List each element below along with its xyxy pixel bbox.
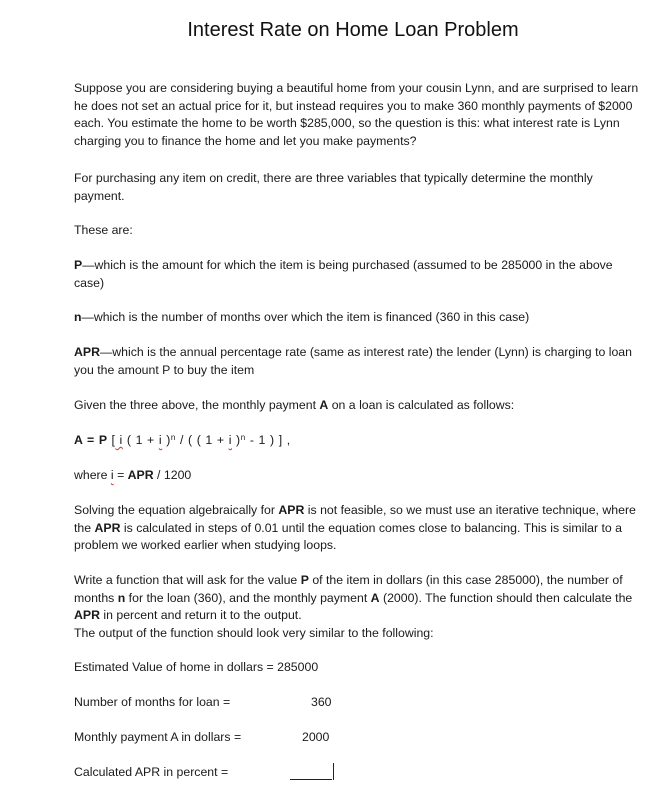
output-payment-label: Monthly payment A in dollars =: [74, 730, 242, 744]
solving-apr-2: APR: [94, 520, 121, 535]
payment-formula: [74, 432, 646, 450]
solving-apr-1: APR: [278, 503, 305, 517]
formula-mid2: / ( ( 1 +: [175, 433, 229, 447]
write-text-2: of the item in dollars (in this case 285000), the number of months: [74, 573, 623, 605]
intro-paragraph: Suppose you are considering buying a beautiful home from your cousin Lynn, and are surprised to learn he does not set an actual price for it, but instead requires you to make 360 monthly payments of $2000 each. You estimate the home to be worth $285,000, so the question is this: what interest rate is Lynn charging you to finance the home and let you make payments?: [74, 81, 639, 148]
formula-mid1: ( 1 +: [122, 433, 159, 447]
credit-paragraph: For purchasing any item on credit, there are three variables that typically determine the monthly payment.: [74, 171, 593, 203]
variable-n-text: —which is the number of months over which the item is financed (360 in this case): [81, 310, 530, 324]
formula-eq-p: = P: [83, 433, 112, 447]
where-post: / 1200: [153, 468, 192, 482]
where-i: i: [110, 468, 114, 482]
write-a: A: [370, 590, 380, 605]
formula-tail: - 1 ) ] ,: [245, 433, 291, 447]
solving-text-3: is calculated in steps of 0.01 until the equation comes close to balancing. This is similar to a problem we worked earlier when studying loops.: [74, 520, 622, 553]
solving-text-1: Solving the equation algebraically for: [74, 503, 279, 517]
given-post: on a loan is calculated as follows:: [328, 398, 515, 412]
write-text-6: The output of the function should look very similar to the following:: [74, 625, 434, 640]
solving-paragraph: [74, 502, 646, 555]
write-text-5: in percent and return it to the output.: [99, 608, 302, 623]
output-months-label: Number of months for loan =: [74, 695, 231, 709]
output-months-value: 360: [311, 695, 332, 709]
write-text-3: for the loan (360), and the monthly payment: [125, 590, 371, 605]
given-a-label: A: [319, 398, 329, 412]
where-pre: where: [74, 468, 111, 482]
output-home-value: Estimated Value of home in dollars = 285000: [74, 660, 319, 674]
variable-p-text: —which is the amount for which the item is being purchased (assumed to be 285000 in the above case): [74, 258, 613, 290]
write-apr: APR: [74, 608, 100, 623]
page-title: Interest Rate on Home Loan Problem: [187, 19, 519, 41]
given-pre: Given the three above, the monthly payment: [74, 398, 320, 412]
formula-bracket-open: [: [111, 433, 116, 447]
variable-p-paragraph: [74, 257, 646, 292]
write-text-1: Write a function that will ask for the value: [74, 573, 301, 587]
formula-exponent1: n: [170, 433, 176, 442]
output-apr-label: Calculated APR in percent =: [74, 765, 229, 779]
write-n: n: [117, 590, 126, 605]
formula-a: A: [74, 433, 84, 447]
apr-answer-blank: [290, 765, 332, 780]
variable-n-label: n: [74, 310, 82, 324]
write-text-4: (2000). The function should then calculate the: [379, 590, 633, 605]
variable-apr-label: APR: [74, 345, 100, 359]
output-payment-value: 2000: [302, 730, 330, 744]
where-line: [74, 467, 646, 485]
text-cursor: [333, 763, 334, 780]
variable-apr-text: —which is the annual percentage rate (same as interest rate) the lender (Lynn) is charging to loan you the amount P to buy the item: [74, 345, 632, 377]
where-apr: APR: [127, 468, 154, 482]
solving-text-2: is not feasible, so we must use an iterative technique, where the: [74, 503, 636, 535]
formula-close1: ): [162, 433, 171, 447]
write-paragraph: [74, 572, 646, 642]
formula-exponent2: n: [240, 433, 246, 442]
formula-i1: i: [115, 433, 123, 447]
variable-apr-paragraph: [74, 344, 646, 379]
given-paragraph: [74, 397, 646, 415]
variable-p-label: P: [74, 258, 83, 272]
write-p: P: [300, 573, 309, 587]
formula-i2: i: [158, 433, 163, 447]
formula-i3: i: [228, 433, 233, 447]
formula-close2: ): [232, 433, 241, 447]
where-eq: =: [113, 468, 128, 482]
these-are-line: These are:: [74, 223, 133, 237]
variable-n-paragraph: [74, 309, 646, 327]
